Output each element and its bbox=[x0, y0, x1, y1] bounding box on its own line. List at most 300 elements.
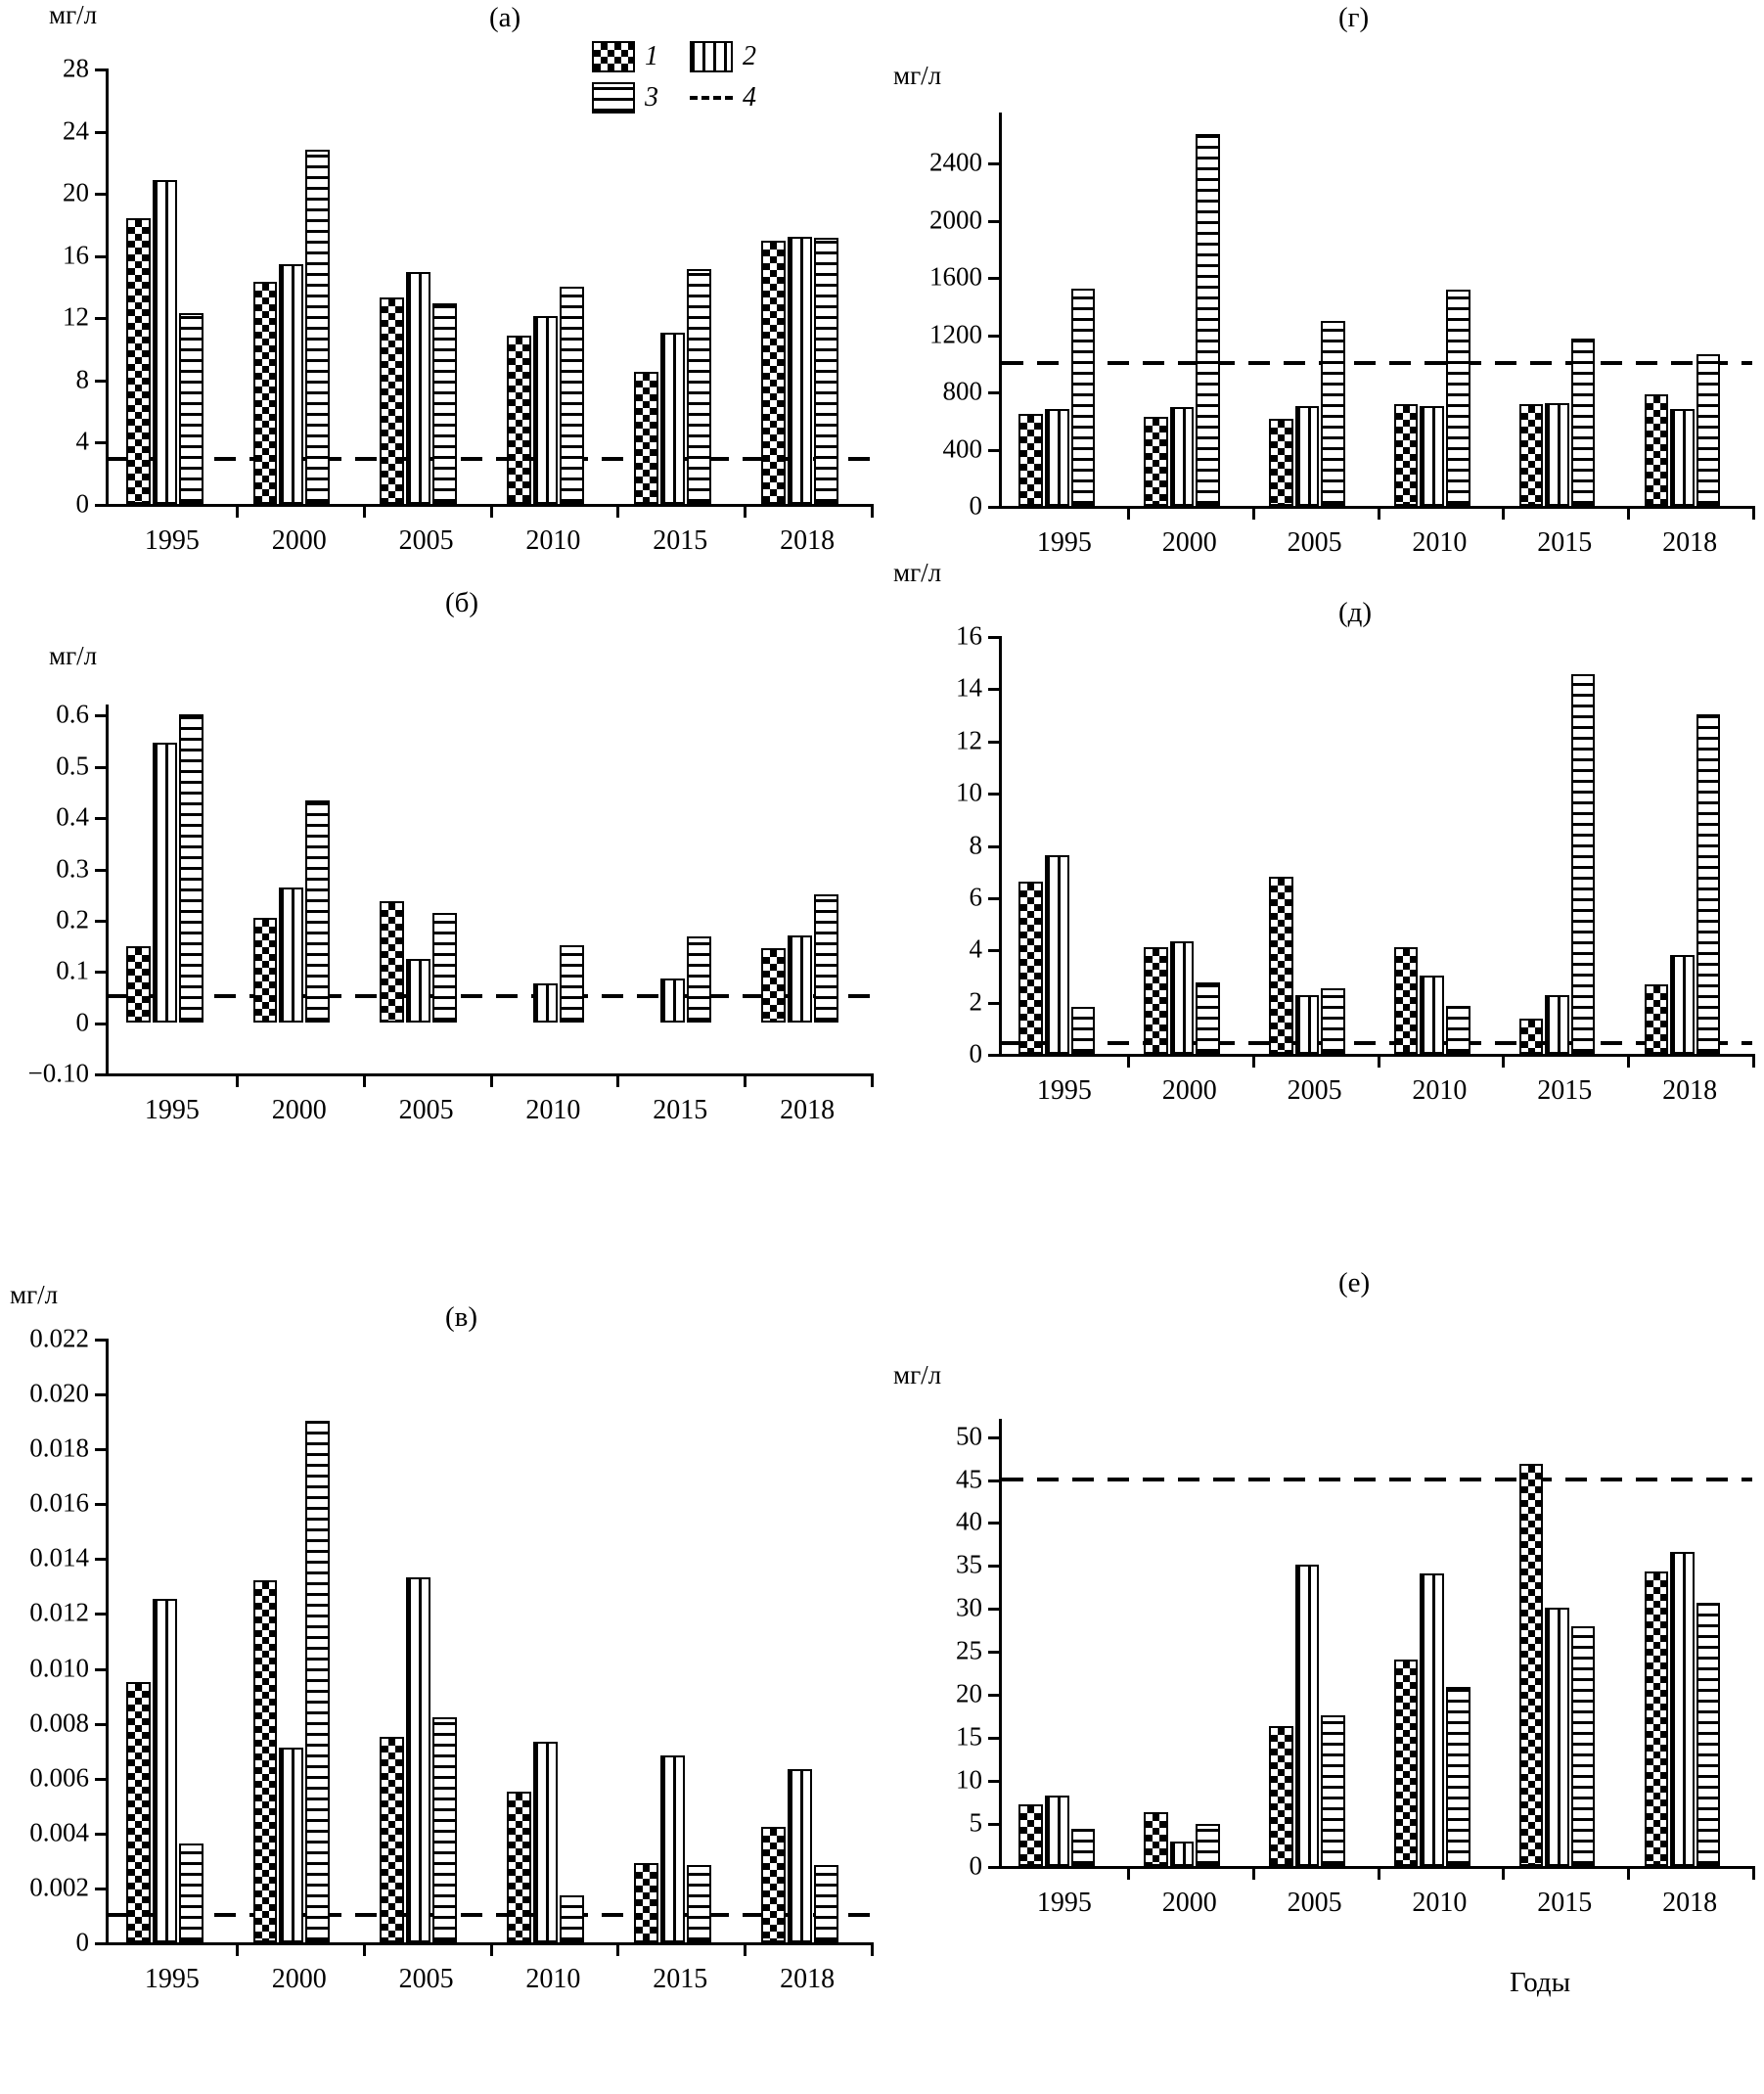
x-tick bbox=[1502, 1866, 1505, 1880]
panel-g bbox=[883, 0, 1764, 568]
panel-g-letter: (г) bbox=[1338, 2, 1370, 33]
x-tick bbox=[1627, 1054, 1630, 1068]
bar bbox=[1170, 407, 1195, 506]
bar bbox=[432, 913, 457, 1023]
panel-e bbox=[883, 1252, 1764, 2094]
bar bbox=[687, 1865, 711, 1942]
bar bbox=[1545, 403, 1569, 506]
y-tick bbox=[988, 1823, 1002, 1826]
bar bbox=[761, 948, 786, 1023]
y-tick-label: 1600 bbox=[929, 261, 982, 292]
bar bbox=[660, 1755, 685, 1942]
y-tick bbox=[988, 1651, 1002, 1654]
y-tick bbox=[988, 220, 1002, 223]
bar bbox=[560, 287, 584, 505]
panel-a-plot bbox=[63, 53, 871, 556]
x-tick bbox=[490, 504, 493, 518]
x-tick-label: 2018 bbox=[1662, 527, 1718, 558]
y-tick-label: 8 bbox=[969, 830, 982, 859]
y-tick bbox=[988, 741, 1002, 744]
y-tick bbox=[95, 255, 109, 258]
panel-d-letter: (д) bbox=[1338, 597, 1373, 628]
y-tick-label: 0.014 bbox=[29, 1542, 89, 1572]
y-tick bbox=[988, 688, 1002, 691]
panel-e-plot bbox=[956, 1419, 1752, 1918]
y-tick-label: 4 bbox=[75, 426, 89, 456]
y-tick-label: 0.006 bbox=[29, 1762, 89, 1793]
y-tick-label: 0.016 bbox=[29, 1487, 89, 1518]
x-tick bbox=[1378, 506, 1380, 520]
y-tick bbox=[95, 1393, 109, 1396]
bar bbox=[1321, 988, 1345, 1054]
y-tick-label: 0.012 bbox=[29, 1597, 89, 1627]
bar bbox=[660, 333, 685, 504]
x-tick bbox=[1252, 506, 1255, 520]
y-tick-label: 0.022 bbox=[29, 1323, 89, 1353]
y-tick bbox=[988, 449, 1002, 452]
bar bbox=[788, 935, 812, 1023]
bar bbox=[1446, 1006, 1470, 1054]
panel-g-y-unit: мг/л bbox=[893, 61, 942, 90]
y-tick bbox=[95, 317, 109, 320]
x-tick-label: 2018 bbox=[1662, 1075, 1718, 1106]
y-tick-label: 0 bbox=[969, 490, 982, 521]
x-tick bbox=[871, 1942, 874, 1956]
y-tick-label: 2000 bbox=[929, 205, 982, 235]
bar bbox=[1696, 354, 1721, 506]
bar bbox=[1196, 134, 1220, 506]
bar bbox=[1519, 1019, 1544, 1054]
y-tick bbox=[988, 1608, 1002, 1611]
y-tick-label: 0.008 bbox=[29, 1707, 89, 1738]
y-tick-label: 0 bbox=[75, 1927, 89, 1957]
bar bbox=[1394, 404, 1419, 506]
x-tick bbox=[1127, 1866, 1130, 1880]
bar bbox=[253, 1580, 278, 1942]
y-tick-label: 0.5 bbox=[56, 751, 89, 781]
bar bbox=[1571, 1626, 1596, 1866]
panel-b-y-unit: мг/л bbox=[49, 641, 98, 670]
bar bbox=[1321, 321, 1345, 506]
x-tick-label: 2005 bbox=[398, 1095, 454, 1125]
y-tick-label: 8 bbox=[75, 364, 89, 394]
x-tick-label: 1995 bbox=[144, 1095, 200, 1125]
bar bbox=[1144, 947, 1168, 1054]
bar bbox=[1545, 995, 1569, 1054]
bar bbox=[279, 1748, 303, 1942]
bar bbox=[1196, 1824, 1220, 1866]
y-tick bbox=[95, 1778, 109, 1781]
x-tick-label: 2018 bbox=[1662, 1888, 1718, 1918]
x-tick bbox=[744, 1942, 746, 1956]
bar bbox=[1321, 1715, 1345, 1866]
bar bbox=[814, 238, 838, 504]
y-tick-label: 10 bbox=[956, 777, 982, 807]
bar bbox=[380, 901, 404, 1023]
panel-d bbox=[883, 558, 1764, 1252]
bar bbox=[253, 282, 278, 504]
bar bbox=[126, 218, 151, 504]
y-tick bbox=[95, 131, 109, 134]
y-tick bbox=[988, 1780, 1002, 1783]
bar bbox=[432, 303, 457, 504]
bar bbox=[814, 894, 838, 1023]
bar bbox=[1545, 1608, 1569, 1866]
legend-label-1: 1 bbox=[645, 41, 658, 71]
x-tick bbox=[236, 504, 239, 518]
y-tick-label: 24 bbox=[63, 115, 89, 146]
y-tick bbox=[988, 1479, 1002, 1482]
bar bbox=[1394, 1660, 1419, 1866]
x-tick-label: 2005 bbox=[398, 525, 454, 556]
bar bbox=[761, 241, 786, 504]
x-tick-label: 2010 bbox=[525, 1964, 581, 1994]
bar bbox=[1571, 339, 1596, 506]
y-tick-label: 14 bbox=[956, 672, 982, 703]
y-tick-label: 16 bbox=[956, 620, 982, 651]
bar bbox=[1045, 855, 1069, 1054]
x-tick-label: 1995 bbox=[1036, 1075, 1092, 1106]
bar bbox=[1519, 404, 1544, 506]
panel-b-letter: (б) bbox=[445, 587, 479, 618]
bar bbox=[279, 888, 303, 1023]
y-tick-label: 0 bbox=[969, 1038, 982, 1069]
x-tick bbox=[1752, 1866, 1755, 1880]
bar bbox=[660, 979, 685, 1023]
bar bbox=[1394, 947, 1419, 1054]
y-tick bbox=[988, 1694, 1002, 1697]
y-tick-label: 12 bbox=[956, 725, 982, 755]
y-tick-label: 400 bbox=[942, 433, 982, 464]
bar bbox=[1170, 1842, 1195, 1866]
y-tick bbox=[988, 506, 1002, 509]
y-tick bbox=[988, 949, 1002, 952]
x-tick bbox=[236, 1073, 239, 1087]
x-tick-label: 2005 bbox=[1287, 527, 1342, 558]
y-tick bbox=[988, 1866, 1002, 1869]
bar bbox=[1295, 995, 1320, 1054]
y-tick-label: 0.4 bbox=[56, 801, 89, 832]
y-tick bbox=[95, 1888, 109, 1890]
bar bbox=[1269, 419, 1293, 506]
y-tick-label: 25 bbox=[956, 1635, 982, 1665]
y-tick bbox=[988, 1737, 1002, 1740]
panel-a bbox=[0, 0, 881, 568]
x-tick-label: 2015 bbox=[1537, 527, 1593, 558]
bar bbox=[788, 1769, 812, 1942]
x-tick-label: 2015 bbox=[1537, 1075, 1593, 1106]
x-tick bbox=[871, 1073, 874, 1087]
bar bbox=[761, 1827, 786, 1942]
y-tick-label: 800 bbox=[942, 376, 982, 406]
x-tick-label: 2010 bbox=[525, 525, 581, 556]
legend-label-3: 3 bbox=[645, 82, 658, 113]
bar bbox=[1670, 409, 1695, 506]
y-tick-label: 30 bbox=[956, 1592, 982, 1622]
y-tick bbox=[95, 971, 109, 974]
y-tick bbox=[95, 1023, 109, 1025]
y-tick bbox=[988, 1002, 1002, 1005]
panel-c-letter: (в) bbox=[445, 1301, 478, 1333]
x-tick bbox=[616, 1073, 619, 1087]
threshold-line bbox=[109, 457, 871, 461]
bar bbox=[153, 743, 177, 1022]
bar bbox=[533, 316, 558, 504]
panel-c-plot bbox=[29, 1323, 871, 1994]
x-tick-label: 2000 bbox=[271, 1095, 327, 1125]
bar bbox=[380, 297, 404, 504]
bar bbox=[1018, 882, 1043, 1054]
x-tick-label: 2010 bbox=[1412, 1888, 1468, 1918]
x-tick bbox=[1752, 1054, 1755, 1068]
x-tick bbox=[490, 1073, 493, 1087]
threshold-line bbox=[109, 994, 871, 998]
x-tick-label: 2015 bbox=[653, 525, 708, 556]
bar bbox=[1696, 1603, 1721, 1866]
bar bbox=[406, 959, 430, 1022]
x-tick bbox=[744, 504, 746, 518]
x-tick-label: 2010 bbox=[1412, 527, 1468, 558]
x-tick bbox=[363, 1942, 366, 1956]
y-tick bbox=[95, 1558, 109, 1561]
bar bbox=[406, 272, 430, 504]
bar bbox=[1018, 1804, 1043, 1866]
y-tick-label: 20 bbox=[956, 1678, 982, 1708]
bar bbox=[279, 264, 303, 504]
x-tick-label: 2005 bbox=[1287, 1888, 1342, 1918]
y-tick-label: 0.020 bbox=[29, 1378, 89, 1408]
bar bbox=[1670, 1552, 1695, 1866]
y-tick bbox=[988, 1522, 1002, 1525]
x-tick-label: 1995 bbox=[144, 1964, 200, 1994]
bar bbox=[1269, 877, 1293, 1054]
y-tick-label: 0 bbox=[75, 1007, 89, 1037]
y-tick bbox=[95, 1723, 109, 1726]
x-tick bbox=[1252, 1054, 1255, 1068]
y-tick-label: 35 bbox=[956, 1549, 982, 1579]
x-tick bbox=[1752, 506, 1755, 520]
y-tick-label: 0.2 bbox=[56, 904, 89, 934]
bar bbox=[1571, 674, 1596, 1054]
bar bbox=[533, 1742, 558, 1942]
y-tick-label: 0.010 bbox=[29, 1653, 89, 1683]
y-tick-label: 0.004 bbox=[29, 1817, 89, 1847]
y-tick-label: −0.10 bbox=[27, 1058, 89, 1088]
y-tick bbox=[95, 869, 109, 872]
x-tick bbox=[871, 504, 874, 518]
bar bbox=[634, 372, 658, 504]
y-tick bbox=[988, 845, 1002, 848]
bar bbox=[1144, 1812, 1168, 1866]
y-tick-label: 15 bbox=[956, 1721, 982, 1752]
y-tick-label: 4 bbox=[969, 933, 982, 964]
x-tick bbox=[1502, 506, 1505, 520]
bar bbox=[179, 714, 204, 1022]
y-tick-label: 0.002 bbox=[29, 1872, 89, 1902]
y-tick-label: 28 bbox=[63, 53, 89, 83]
x-tick bbox=[744, 1073, 746, 1087]
panel-e-y-unit: мг/л bbox=[893, 1360, 942, 1389]
bar bbox=[1144, 417, 1168, 506]
bar bbox=[1645, 1571, 1669, 1866]
bar bbox=[153, 180, 177, 504]
x-tick bbox=[1627, 1866, 1630, 1880]
y-tick bbox=[95, 920, 109, 923]
bar bbox=[380, 1737, 404, 1942]
x-tick-label: 2018 bbox=[780, 525, 836, 556]
bar bbox=[1420, 976, 1444, 1054]
x-tick-label: 2000 bbox=[271, 525, 327, 556]
y-tick bbox=[988, 335, 1002, 338]
bar bbox=[153, 1599, 177, 1942]
y-tick bbox=[95, 1448, 109, 1451]
bar bbox=[507, 1792, 531, 1942]
bar bbox=[1045, 409, 1069, 506]
y-tick-label: 0.018 bbox=[29, 1433, 89, 1463]
x-tick bbox=[1252, 1866, 1255, 1880]
y-tick-label: 0.3 bbox=[56, 853, 89, 884]
panel-b-plot bbox=[27, 699, 871, 1125]
y-tick-label: 50 bbox=[956, 1421, 982, 1451]
y-tick-label: 2 bbox=[969, 986, 982, 1017]
y-tick bbox=[95, 193, 109, 196]
threshold-line bbox=[1002, 1478, 1752, 1481]
x-tick-label: 1995 bbox=[1036, 1888, 1092, 1918]
x-tick-label: 1995 bbox=[144, 525, 200, 556]
x-tick bbox=[490, 1942, 493, 1956]
threshold-line bbox=[1002, 1041, 1752, 1045]
bar bbox=[533, 983, 558, 1023]
bar bbox=[1295, 406, 1320, 506]
bar bbox=[179, 1844, 204, 1942]
bar bbox=[305, 1421, 330, 1942]
y-tick bbox=[988, 391, 1002, 394]
bar bbox=[1645, 984, 1669, 1054]
x-tick bbox=[1378, 1054, 1380, 1068]
x-tick bbox=[1127, 1054, 1130, 1068]
panel-a-y-unit: мг/л bbox=[49, 0, 98, 29]
y-tick-label: 5 bbox=[969, 1807, 982, 1838]
bar bbox=[406, 1577, 430, 1942]
threshold-line bbox=[1002, 361, 1752, 365]
y-tick bbox=[95, 504, 109, 507]
bar bbox=[1170, 941, 1195, 1054]
bar bbox=[507, 336, 531, 504]
y-tick bbox=[95, 766, 109, 769]
bar bbox=[1196, 982, 1220, 1054]
bar bbox=[1071, 1007, 1096, 1054]
y-tick bbox=[95, 1503, 109, 1506]
y-tick-label: 0 bbox=[75, 488, 89, 519]
y-tick-label: 2400 bbox=[929, 147, 982, 177]
y-tick bbox=[95, 1668, 109, 1671]
x-tick-label: 2015 bbox=[1537, 1888, 1593, 1918]
x-tick-label: 2018 bbox=[780, 1964, 836, 1994]
x-tick bbox=[1127, 506, 1130, 520]
bar bbox=[1269, 1726, 1293, 1866]
x-tick-label: 2000 bbox=[1161, 527, 1217, 558]
y-tick-label: 10 bbox=[956, 1764, 982, 1795]
x-tick bbox=[236, 1942, 239, 1956]
x-tick bbox=[363, 1073, 366, 1087]
panel-c-y-unit: мг/л bbox=[10, 1280, 59, 1309]
y-tick-label: 16 bbox=[63, 240, 89, 270]
bar bbox=[560, 1895, 584, 1942]
panel-g-plot bbox=[929, 113, 1752, 558]
bar bbox=[788, 237, 812, 504]
y-tick-label: 40 bbox=[956, 1506, 982, 1536]
x-tick-label: 2000 bbox=[1161, 1075, 1217, 1106]
x-tick-label: 2010 bbox=[525, 1095, 581, 1125]
y-tick-label: 0 bbox=[969, 1850, 982, 1881]
bar bbox=[1018, 414, 1043, 506]
bar bbox=[634, 1863, 658, 1942]
bar bbox=[1420, 1573, 1444, 1866]
x-tick bbox=[1627, 506, 1630, 520]
y-tick bbox=[95, 1942, 109, 1945]
y-tick bbox=[95, 714, 109, 717]
panel-c bbox=[0, 1252, 881, 2094]
panel-b bbox=[0, 587, 881, 1252]
x-tick-label: 2015 bbox=[653, 1964, 708, 1994]
bar bbox=[1670, 955, 1695, 1054]
y-tick-label: 0.1 bbox=[56, 955, 89, 985]
y-tick-label: 0.6 bbox=[56, 699, 89, 729]
y-tick bbox=[988, 1054, 1002, 1057]
x-tick-label: 2018 bbox=[780, 1095, 836, 1125]
y-tick bbox=[95, 1833, 109, 1836]
bar bbox=[126, 946, 151, 1022]
y-tick bbox=[95, 441, 109, 444]
y-tick bbox=[95, 380, 109, 383]
y-tick bbox=[95, 1613, 109, 1616]
panel-d-y-unit: мг/л bbox=[893, 558, 942, 587]
bar bbox=[560, 945, 584, 1023]
legend-label-4: 4 bbox=[743, 82, 756, 113]
x-tick-label: 1995 bbox=[1036, 527, 1092, 558]
x-tick-label: 2000 bbox=[1161, 1888, 1217, 1918]
bar bbox=[305, 150, 330, 504]
y-tick-label: 1200 bbox=[929, 319, 982, 349]
y-tick-label: 12 bbox=[63, 301, 89, 332]
x-tick bbox=[616, 1942, 619, 1956]
bar bbox=[305, 800, 330, 1022]
x-tick bbox=[363, 504, 366, 518]
y-tick bbox=[988, 793, 1002, 796]
y-tick-label: 45 bbox=[956, 1464, 982, 1494]
y-tick bbox=[95, 1073, 109, 1076]
y-tick bbox=[988, 277, 1002, 280]
x-tick bbox=[1378, 1866, 1380, 1880]
y-tick bbox=[988, 636, 1002, 639]
bar bbox=[687, 269, 711, 504]
x-axis-title: Годы bbox=[1510, 1967, 1571, 1998]
y-tick bbox=[988, 897, 1002, 900]
bar bbox=[1519, 1464, 1544, 1866]
bar bbox=[814, 1865, 838, 1942]
y-tick bbox=[988, 1436, 1002, 1439]
panel-e-letter: (е) bbox=[1338, 1267, 1371, 1298]
bar bbox=[687, 936, 711, 1023]
threshold-line bbox=[109, 1913, 871, 1917]
y-tick bbox=[95, 1339, 109, 1342]
y-tick bbox=[988, 1565, 1002, 1568]
bar bbox=[126, 1682, 151, 1942]
bar bbox=[1446, 1687, 1470, 1866]
x-tick-label: 2010 bbox=[1412, 1075, 1468, 1106]
y-tick bbox=[988, 162, 1002, 165]
bar bbox=[1420, 406, 1444, 506]
